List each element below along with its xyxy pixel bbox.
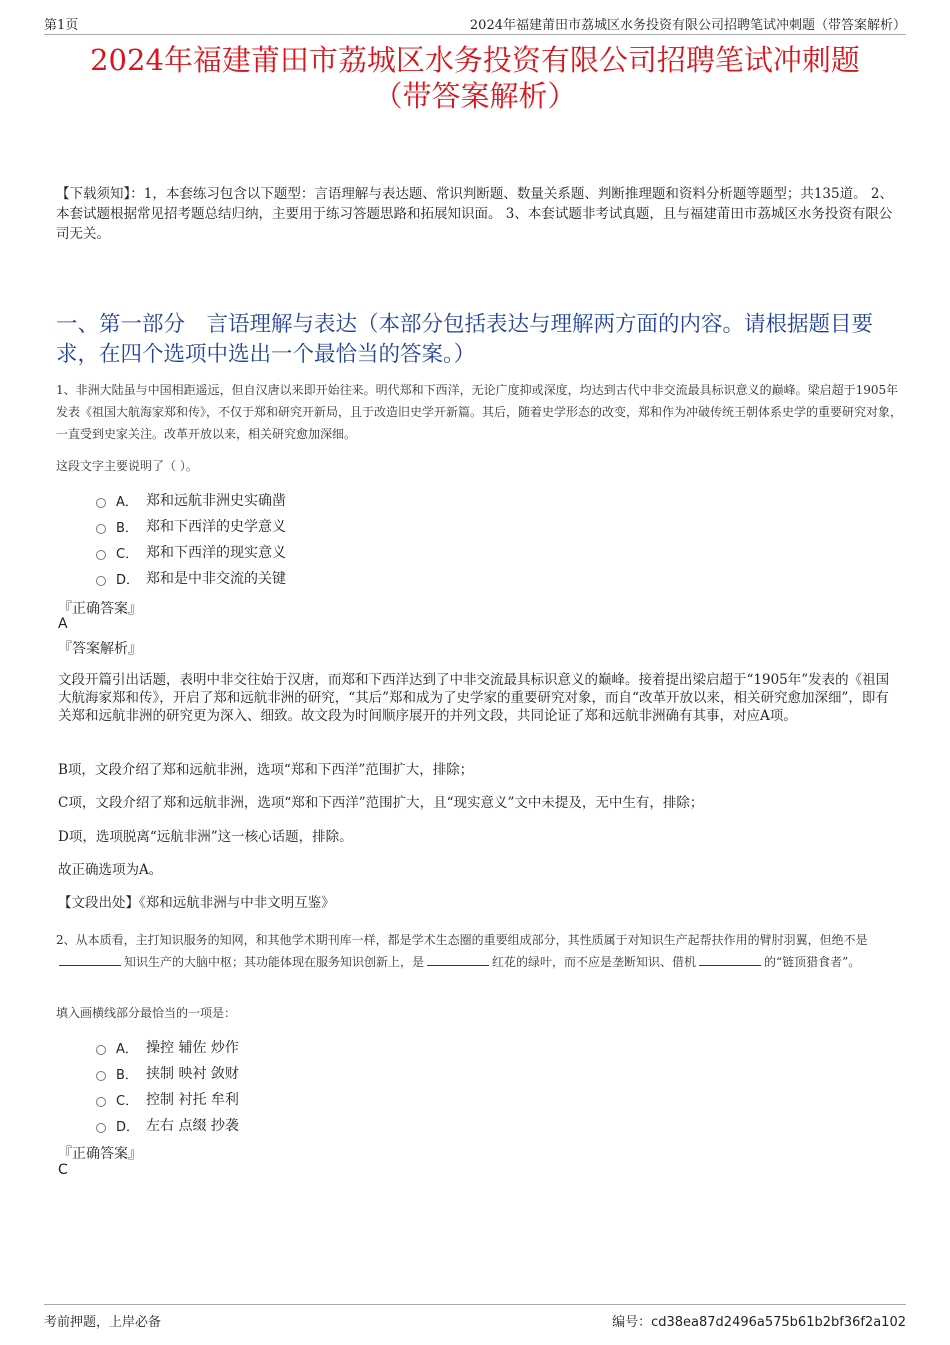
radio-icon[interactable] — [96, 576, 106, 586]
page-number: 第1页 — [44, 18, 79, 33]
q2-blank-3[interactable] — [699, 953, 761, 966]
radio-icon[interactable] — [96, 498, 106, 508]
header-doc-title: 2024年福建莆田市荔城区水务投资有限公司招聘笔试冲刺题（带答案解析） — [469, 18, 906, 33]
q2-options — [96, 1034, 796, 1138]
radio-icon[interactable] — [96, 1097, 106, 1107]
q2-answer: C — [58, 1162, 68, 1178]
q1-analysis-p3: C项，文段介绍了郑和远航非洲，选项“郑和下西洋”范围扩大，且“现实意义”文中未提及，无中生有，排除； — [58, 795, 704, 811]
q1-analysis-p4: D项，选项脱离“远航非洲”这一核心话题，排除。 — [58, 829, 353, 845]
q1-source: 【文段出处】《郑和远航非洲与中非文明互鉴》 — [58, 895, 335, 911]
q1-option-d[interactable]: D． 郑和是中非交流的关键 — [96, 565, 796, 591]
footer-slogan: 考前押题，上岸必备 — [44, 1315, 162, 1330]
page-header — [44, 14, 906, 35]
q2-answer-label: 『正确答案』 — [58, 1146, 142, 1162]
radio-icon[interactable] — [96, 524, 106, 534]
q1-analysis-p2: B项，文段介绍了郑和远航非洲，选项“郑和下西洋”范围扩大，排除； — [58, 762, 474, 778]
section-heading: 一、第一部分 言语理解与表达（本部分包括表达与理解两方面的内容。请根据题目要求，在四个选项中选出一个最恰当的答案。） — [56, 312, 874, 367]
radio-icon[interactable] — [96, 1123, 106, 1133]
radio-icon[interactable] — [96, 550, 106, 560]
q2-ask: 填入画横线部分最恰当的一项是： — [56, 1006, 237, 1020]
q2-option-a[interactable]: A． 操控 辅佐 炒作 — [96, 1034, 796, 1060]
q2-option-c[interactable]: C． 控制 衬托 牟利 — [96, 1086, 796, 1112]
q2-blank-2[interactable] — [427, 953, 489, 966]
q2-blank-1[interactable] — [59, 953, 121, 966]
q1-text: 1、非洲大陆虽与中国相距遥远，但自汉唐以来即开始往来。明代郑和下西洋，无论广度抑或深度，均达到古代中非交流最具标识意义的巅峰。梁启超于1905年发表《祖国大航海家郑和传》，不仅于郑和研究开新局，且于改造旧史学开新篇。其后，随着史学形态的改变，郑和作为冲破传统王朝体系史学的重要研究对象，一直受到史家关注。改革开放以来，相关研究愈加深细。 — [56, 383, 903, 441]
title-line-2: （带答案解析） — [373, 79, 577, 113]
title-line-1: 2024年福建莆田市荔城区水务投资有限公司招聘笔试冲刺题 — [90, 43, 860, 77]
q1-analysis-p1: 文段开篇引出话题，表明中非交往始于汉唐，而郑和下西洋达到了中非交流最具标识意义的巅峰。接着提出梁启超于“1905年”发表的《祖国大航海家郑和传》，开启了郑和远航非洲的研究，“其后”郑和成为了史学家的重要研究对象，而自“改革开放以来，相关研究愈加深细”，即有关郑和远航非洲的研究更为深入、细致。故文段为时间顺序展开的并列文段，共同论证了郑和远航非洲确有其事，对应A项。 — [58, 672, 890, 724]
q1-analysis-p5: 故正确选项为A。 — [58, 862, 163, 878]
radio-icon[interactable] — [96, 1071, 106, 1081]
q1-option-a[interactable]: A． 郑和远航非洲史实确凿 — [96, 487, 796, 513]
q1-analysis-label: 『答案解析』 — [58, 641, 142, 657]
q1-answer-label: 『正确答案』 — [58, 601, 142, 617]
document-title — [40, 42, 910, 114]
footer-code: 编号：cd38ea87d2496a575b61b2bf36f2a102 — [612, 1315, 906, 1330]
page-footer — [44, 1304, 906, 1330]
q2-text: 2、从本质看，主打知识服务的知网，和其他学术期刊库一样，都是学术生态圈的重要组成部分，其性质属于对知识生产起帮扶作用的臂肘羽翼，但绝不是知识生产的大脑中枢；其功能体现在服务知识创新上，是 红花的绿叶，而不应是垄断知识、借机 的“链顶猎食者”。 — [56, 933, 868, 969]
q1-option-c[interactable]: C． 郑和下西洋的现实意义 — [96, 539, 796, 565]
q2-option-d[interactable]: D． 左右 点缀 抄袭 — [96, 1112, 796, 1138]
download-notice: 【下载须知】：1，本套练习包含以下题型：言语理解与表达题、常识判断题、数量关系题、判断推理题和资料分析题等题型；共135道。 2、本套试题根据常见招考题总结归纳，主要用于练习答题思路和拓展知识面。 3、本套试题非考试真题，且与福建莆田市荔城区水务投资有限公司无关。 — [56, 186, 893, 242]
q1-option-b[interactable]: B． 郑和下西洋的史学意义 — [96, 513, 796, 539]
q1-options — [96, 487, 796, 591]
q1-answer: A — [58, 616, 68, 632]
q2-option-b[interactable]: B． 挟制 映衬 敛财 — [96, 1060, 796, 1086]
q1-ask: 这段文字主要说明了（ ）。 — [56, 459, 198, 473]
radio-icon[interactable] — [96, 1045, 106, 1055]
